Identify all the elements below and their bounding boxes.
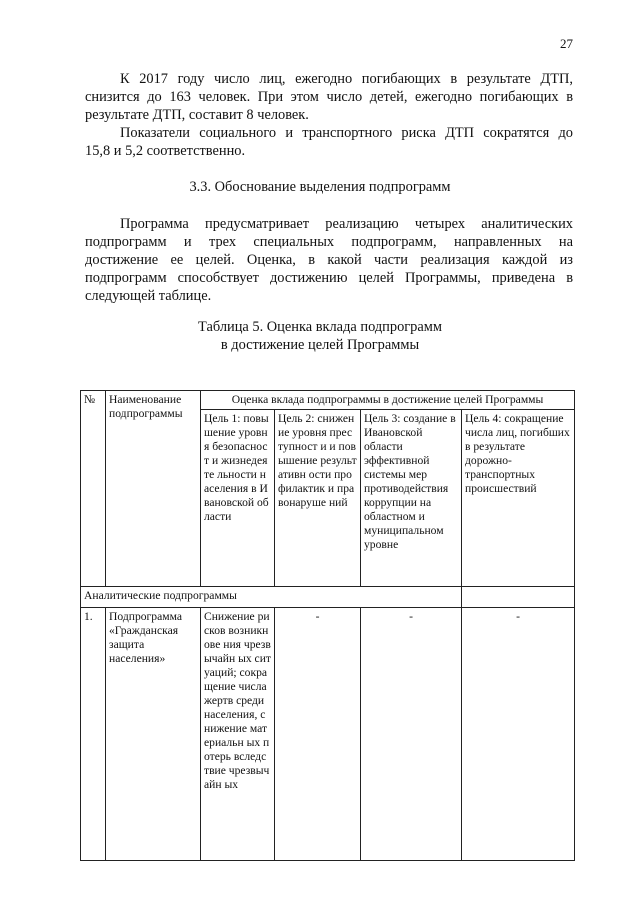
- paragraph-line: 15,8 и 5,2 соответственно.: [85, 143, 246, 159]
- paragraph-program-description: [85, 215, 573, 305]
- table-row: [81, 608, 575, 861]
- row-goal-3: -: [361, 608, 462, 861]
- paragraph-line: К 2017 году число лиц, ежегодно погибающих в результате ДТП,: [120, 71, 573, 87]
- subprogram-contribution-table: [80, 390, 575, 861]
- row-goal-2: -: [275, 608, 361, 861]
- paragraph-line: Программа предусматривает реализацию четырех аналитических: [120, 216, 573, 232]
- row-goal-1: Снижение рисков возникнове ния чрезвычайн ых ситуаций; сокращение числа жертв среди населения, снижение материальн ых потерь вследствие чрезвычайн ых: [201, 608, 275, 861]
- paragraph-dtp-2017: [85, 70, 573, 124]
- section-analytic-subprograms: Аналитические подпрограммы: [81, 587, 462, 608]
- paragraph-risk-indicators: [85, 124, 573, 160]
- header-goal-2: Цель 2: снижение уровня преступност и и повышение результативн ости профилактик и правонаруше ний: [275, 410, 361, 587]
- row-number: 1.: [81, 608, 106, 861]
- section-heading: 3.3. Обоснование выделения подпрограмм: [189, 179, 451, 195]
- row-subprogram-name: Подпрограмма «Гражданская защита населения»: [106, 608, 201, 861]
- table-header-row: [81, 391, 575, 410]
- paragraph-line: достижение ее целей. Оценка, в какой части реализация каждой из: [85, 252, 573, 268]
- header-number: №: [81, 391, 106, 587]
- paragraph-line: результате ДТП, составит 8 человек.: [85, 107, 309, 123]
- paragraph-line: подпрограмм и трех специальных подпрограмм, направленных на: [85, 234, 573, 250]
- row-goal-4: -: [462, 608, 575, 861]
- paragraph-line: подпрограмм способствует достижению целей Программы, приведена в: [85, 270, 573, 286]
- table-caption-line2: в достижение целей Программы: [220, 337, 420, 353]
- table-section-row: [81, 587, 575, 608]
- section-empty-cell: [462, 587, 575, 608]
- header-goal-3: Цель 3: создание в Ивановской области эффективной системы мер противодействия коррупции на областном и муниципальном уровне: [361, 410, 462, 587]
- paragraph-line: следующей таблице.: [85, 288, 212, 304]
- paragraph-line: Показатели социального и транспортного риска ДТП сократятся до: [120, 125, 573, 141]
- page-number: 27: [560, 36, 573, 51]
- header-subprogram-name: Наименование подпрограммы: [106, 391, 201, 587]
- header-contribution-group: Оценка вклада подпрограммы в достижение целей Программы: [201, 391, 575, 410]
- header-goal-4: Цель 4: сокращение числа лиц, погибших в результате дорожно-транспортных происшествий: [462, 410, 575, 587]
- table-caption-line1: Таблица 5. Оценка вклада подпрограмм: [198, 319, 442, 335]
- header-goal-1: Цель 1: повышение уровня безопасност и жизнедеяте льности населения в Ивановской области: [201, 410, 275, 587]
- paragraph-line: снизится до 163 человек. При этом число детей, ежегодно погибающих в: [85, 89, 573, 105]
